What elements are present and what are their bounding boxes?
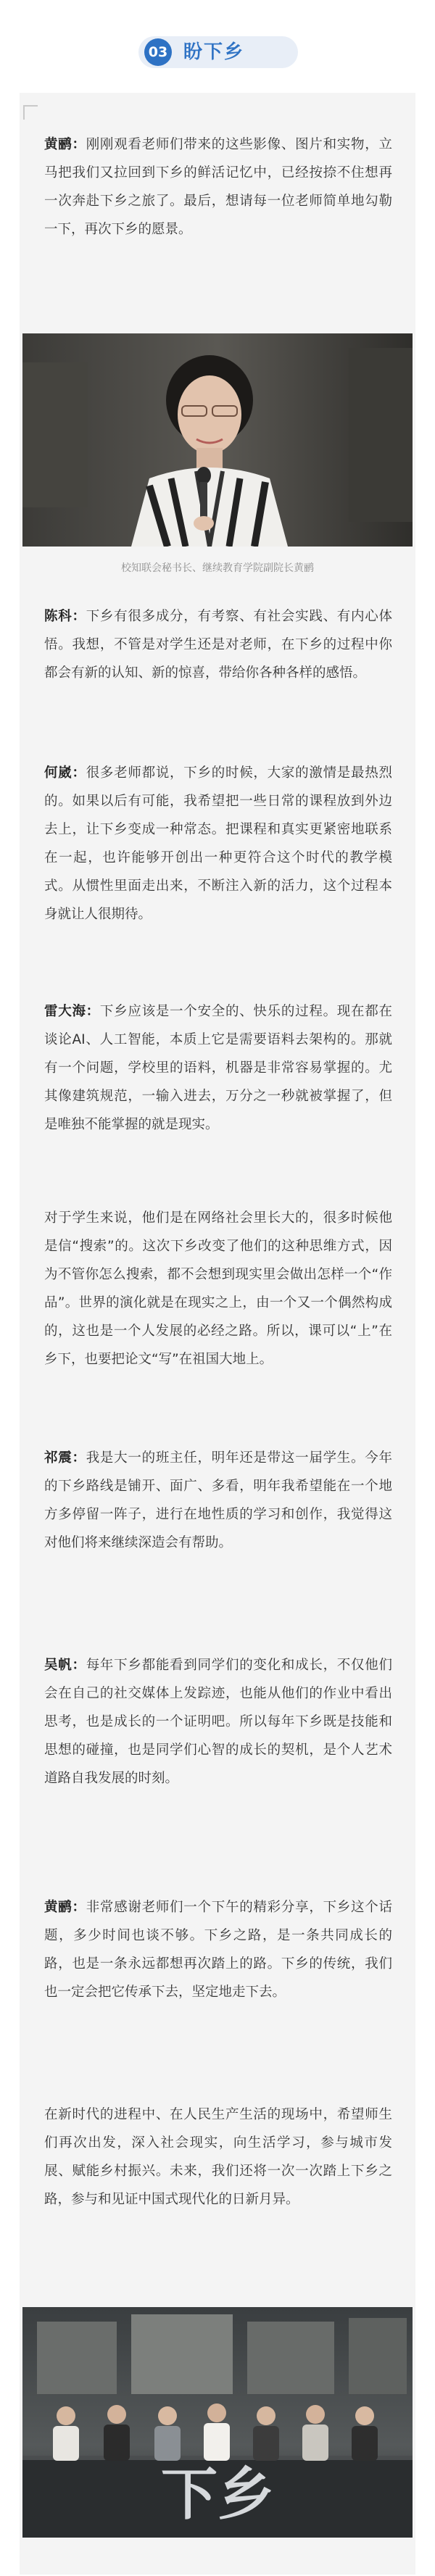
floor-lettering <box>161 2462 274 2527</box>
paragraph-text: 每年下乡都能看到同学们的变化和成长，不仅他们会在自己的社交媒体上发踪迹，也能从他们的作业中看出思考，也是成长的一个证明吧。所以每年下乡既是技能和思想的碰撞，也是同学们心智的成长的契机，是个人艺术道路自我发展的时刻。 <box>44 1658 392 1786</box>
speaker-name: 何崴： <box>44 765 86 781</box>
panel-discussion-image <box>22 2307 413 2538</box>
speaker-name: 雷大海： <box>44 1004 100 1019</box>
paragraph-text: 对于学生来说，他们是在网络社会里长大的，很多时候他是信“搜索”的。这次下乡改变了他们的这种思维方式，因为不管你怎么搜索，都不会想到现实里会做出怎样一个“作品”。世界的演化就是在现实之上，由一个又一个偶然构成的，这也是一个人发展的必经之路。所以，课可以“上”在乡下，也要把论文“写”在祖国大地上。 <box>44 1210 392 1367</box>
speaker-name: 祁震： <box>44 1450 86 1466</box>
speaker-name: 吴帆： <box>44 1658 86 1673</box>
paragraph-chenke <box>44 602 392 687</box>
section-number-badge: 03 <box>144 38 172 66</box>
section-title: 盼下乡 <box>183 41 245 63</box>
paragraph-huangli-intro <box>44 130 392 244</box>
paragraph-huangli-closing <box>44 1893 392 2006</box>
floor-sign-text: 下乡 <box>160 2462 275 2527</box>
photo-speaker-portrait <box>22 333 413 547</box>
section-header <box>0 32 435 72</box>
paragraph-wufan <box>44 1651 392 1792</box>
paragraph-text: 很多老师都说，下乡的时候，大家的激情是最热烈的。如果以后有可能，我希望把一些日常的课程放到外边去上，让下乡变成一种常态。把课程和真实更紧密地联系在一起，也许能够开创出一种更符合这个时代的教学模式。从惯性里面走出来，不断注入新的活力，这个过程本身就让人很期待。 <box>44 765 392 922</box>
speaker-portrait-image <box>22 333 413 547</box>
paragraph-conclusion <box>44 2101 392 2214</box>
quote-corner-mark <box>23 105 38 120</box>
paragraph-leidahai <box>44 997 392 1139</box>
speaker-name: 陈科： <box>44 609 86 624</box>
paragraph-text: 下乡应该是一个安全的、快乐的过程。现在都在谈论AI、人工智能，本质上它是需要语料去架构的。那就有一个问题，学校里的语料，机器是非常容易掌握的。尤其像建筑规范，一输入进去，万分之一秒就被掌握了，但是唯独不能掌握的就是现实。 <box>44 1004 392 1132</box>
speaker-name: 黄鹂： <box>44 137 86 152</box>
paragraph-text: 下乡有很多成分，有考察、有社会实践、有内心体悟。我想，不管是对学生还是对老师，在下乡的过程中你都会有新的认知、新的惊喜，带给你各种各样的感悟。 <box>44 609 392 681</box>
photo-caption: 校知联会秘书长、继续教育学院副院长黄鹂 <box>121 562 314 574</box>
paragraph-leidahai-cont <box>44 1204 392 1374</box>
paragraph-text: 在新时代的进程中、在人民生产生活的现场中，希望师生们再次出发，深入社会现实，向生活学习，参与城市发展、赋能乡村振兴。未来，我们还将一次一次踏上下乡之路，参与和见证中国式现代化的日新月异。 <box>44 2107 392 2207</box>
paragraph-qizhen <box>44 1444 392 1557</box>
paragraph-text: 刚刚观看老师们带来的这些影像、图片和实物，立马把我们又拉回到下乡的鲜活记忆中，已经按捺不住想再一次奔赴下乡之旅了。最后，想请每一位老师简单地勾勒一下，再次下乡的愿景。 <box>44 137 392 237</box>
photo-panel-group <box>22 2307 413 2538</box>
paragraph-text: 非常感谢老师们一个下午的精彩分享，下乡这个话题，多少时间也谈不够。下乡之路，是一条共同成长的路，也是一条永远都想再次踏上的路。下乡的传统，我们也一定会把它传承下去，坚定地走下去。 <box>44 1900 392 2000</box>
paragraph-text: 我是大一的班主任，明年还是带这一届学生。今年的下乡路线是铺开、面广、多看，明年我希望能在一个地方多停留一阵子，进行在地性质的学习和创作，我觉得这对他们将来继续深造会有帮助。 <box>44 1450 392 1550</box>
paragraph-hewei <box>44 759 392 928</box>
speaker-name: 黄鹂： <box>44 1900 86 1915</box>
